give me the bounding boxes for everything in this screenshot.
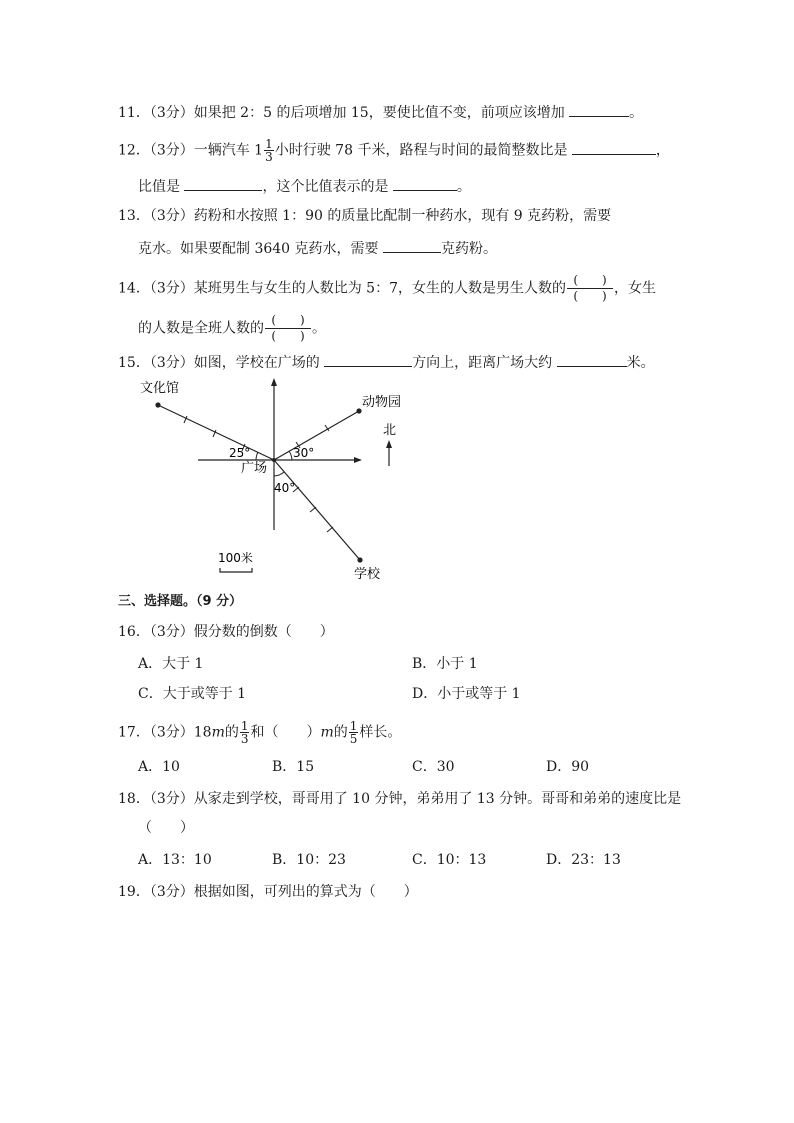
label-xuexiao: 学校 — [354, 567, 381, 582]
question-text: ，这个比值表示的是 — [262, 179, 389, 195]
axis-arrow-up — [271, 378, 277, 386]
question-text: 如图，学校在广场的 — [193, 355, 320, 371]
question-16 — [118, 622, 334, 642]
label-angle-25: 25° — [229, 446, 251, 460]
question-number: 12．（3分） — [118, 142, 194, 159]
option-d[interactable]: D．23：13 — [546, 852, 621, 868]
question-19 — [118, 882, 418, 902]
option-d[interactable]: D．90 — [546, 759, 590, 775]
answer-blank[interactable] — [383, 238, 441, 253]
punctuation: 。 — [629, 105, 644, 121]
point-guangchang — [272, 458, 276, 462]
question-13-line2 — [138, 238, 497, 259]
label-angle-30: 30° — [293, 446, 315, 460]
scale-bar — [220, 568, 252, 572]
option-c[interactable]: C．30 — [412, 759, 455, 775]
question-text: 小时行驶 78 千米，路程与时间的最简整数比是 — [274, 142, 568, 159]
question-18 — [118, 789, 681, 809]
question-text: 假分数的倒数（ ） — [193, 624, 334, 640]
question-14-line2 — [138, 313, 326, 344]
question-13 — [118, 206, 611, 226]
fraction: $\frac{1}{3}$ — [265, 137, 273, 164]
punctuation: ， — [655, 142, 670, 159]
option-b[interactable]: B．15 — [272, 759, 315, 775]
angle-arc-40 — [274, 472, 284, 476]
answer-blank[interactable] — [393, 176, 457, 191]
question-11 — [118, 102, 643, 123]
option-b[interactable]: B．小于 1 — [412, 656, 478, 672]
answer-blank[interactable] — [572, 140, 656, 155]
label-dongwuyuan: 动物园 — [362, 395, 402, 410]
question-15 — [118, 352, 655, 373]
question-text: 药粉和水按照 1：90 的质量比配制一种药水，现有 9 克药粉，需要 — [193, 208, 612, 224]
angle-arc-30 — [289, 451, 292, 460]
north-arrow-icon — [386, 440, 392, 448]
ray-xuexiao — [274, 460, 360, 560]
question-text: 和（ ） — [250, 724, 321, 741]
option-a[interactable]: A．大于 1 — [138, 656, 204, 672]
label-guangchang: 广场 — [241, 461, 268, 476]
question-12-line2 — [138, 176, 471, 197]
question-text: 一辆汽车 1 — [193, 142, 264, 159]
question-number: 19．（3分） — [118, 884, 194, 900]
unit: m — [320, 724, 334, 741]
question-text: 某班男生与女生的人数比为 5：7，女生的人数是男生人数的 — [193, 280, 566, 297]
fraction-answer-blank[interactable]: $\frac{( )}{( )}$ — [265, 313, 311, 344]
punctuation: 。 — [456, 179, 471, 195]
answer-blank[interactable] — [184, 176, 262, 191]
fraction-answer-blank[interactable]: $\frac{( )}{( )}$ — [567, 273, 613, 304]
question-text: 的 — [333, 724, 348, 741]
question-text: ，女生 — [614, 280, 656, 297]
question-text: 从家走到学校，哥哥用了 10 分钟，弟弟用了 13 分钟。哥哥和弟弟的速度比是 — [193, 791, 682, 807]
ray-dongwuyuan — [274, 411, 359, 460]
option-c[interactable]: C．10：13 — [412, 852, 487, 868]
section-heading: 三、选择题。（9 分） — [118, 594, 243, 609]
question-17 — [118, 720, 401, 745]
question-number: 14．（3分） — [118, 280, 194, 297]
fraction: $\frac{1}{5}$ — [349, 719, 358, 746]
question-text: 克水。如果要配制 3640 克药水，需要 — [138, 241, 379, 257]
scale-label: 100米 — [218, 551, 253, 565]
axis-arrow-right — [354, 457, 362, 463]
question-text: 的 — [224, 724, 239, 741]
angle-arc-25 — [256, 452, 258, 460]
question-text: 样长。 — [359, 724, 402, 741]
punctuation: 。 — [312, 320, 326, 337]
option-c[interactable]: C．大于或等于 1 — [138, 686, 247, 702]
point-dongwuyuan — [356, 408, 361, 413]
question-text: 根据如图，可列出的算式为（ ） — [193, 884, 418, 900]
point-xuexiao — [357, 557, 362, 562]
unit: m — [211, 724, 225, 741]
question-14 — [118, 273, 656, 304]
ray-wenhuaguan — [158, 405, 274, 460]
question-number: 15．（3分） — [118, 355, 194, 371]
option-b[interactable]: B．10：23 — [272, 852, 346, 868]
question-number: 13．（3分） — [118, 208, 194, 224]
question-text: 的人数是全班人数的 — [138, 320, 264, 337]
answer-blank[interactable] — [569, 102, 629, 117]
label-wenhuaguan: 文化馆 — [140, 381, 180, 396]
question-text: 18 — [193, 724, 212, 741]
option-a[interactable]: A．10 — [138, 759, 180, 775]
answer-blank[interactable] — [557, 352, 627, 367]
fraction: $\frac{1}{3}$ — [240, 719, 249, 746]
question-12 — [118, 138, 670, 163]
question-number: 11．（3分） — [118, 105, 194, 121]
north-label: 北 — [383, 423, 397, 438]
answer-blank[interactable] — [324, 352, 412, 367]
label-angle-40: 40° — [274, 481, 296, 495]
question-number: 16．（3分） — [118, 624, 194, 640]
question-text: 米。 — [626, 355, 655, 371]
option-a[interactable]: A．13：10 — [138, 852, 212, 868]
question-number: 17．（3分） — [118, 724, 194, 741]
option-d[interactable]: D．小于或等于 1 — [412, 686, 521, 702]
answer-paren[interactable]: （ ） — [138, 820, 194, 836]
question-text: 方向上，距离广场大约 — [412, 355, 553, 371]
question-number: 18．（3分） — [118, 791, 194, 807]
question-text: 克药粉。 — [440, 241, 497, 257]
question-text: 如果把 2：5 的后项增加 15，要使比值不变，前项应该增加 — [193, 105, 565, 121]
question-text: 比值是 — [138, 179, 180, 195]
map-figure — [130, 372, 420, 587]
point-wenhuaguan — [155, 402, 160, 407]
